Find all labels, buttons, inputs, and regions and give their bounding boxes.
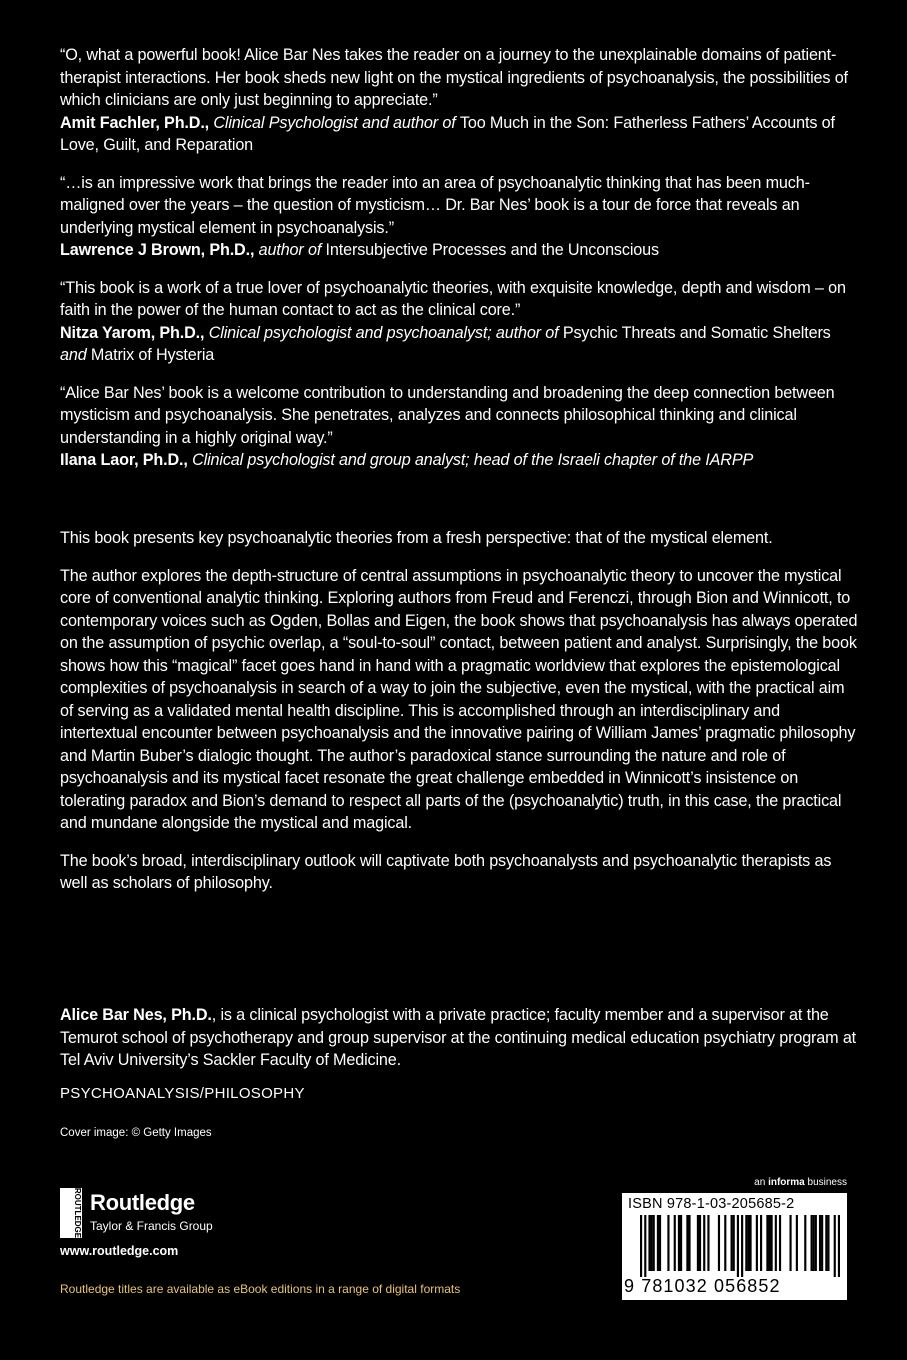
barcode-bar: [718, 1215, 720, 1271]
reviewer-name: Amit Fachler, Ph.D.,: [60, 113, 210, 132]
informa-brand: informa: [768, 1177, 805, 1188]
barcode-bar: [651, 1215, 653, 1271]
barcode-bar: [688, 1215, 690, 1271]
review-1: [60, 44, 860, 157]
barcode-bar: [653, 1215, 655, 1271]
barcode-bar: [731, 1215, 733, 1271]
barcode-bar: [819, 1215, 821, 1271]
barcode-bar: [745, 1215, 747, 1271]
barcode-bar: [775, 1215, 777, 1271]
barcode-bar: [756, 1215, 758, 1271]
review-quote: “Alice Bar Nes’ book is a welcome contribution to understanding and broadening the deep connection between mysticism and psychoanalysis. She penetrates, analyzes and connects philosophical thinking and clinical understanding in a highly original way.”: [60, 383, 835, 447]
review-quote: “…is an impressive work that brings the reader into an area of psychoanalytic thinking that has been much-maligned over the years – the question of mysticism… Dr. Bar Nes’ book is a tour de force that reveals an underlying mystical element in psychoanalysis.”: [60, 173, 810, 237]
barcode-bar: [640, 1215, 642, 1277]
review-attribution: [60, 112, 860, 157]
barcode-bar: [815, 1215, 817, 1271]
barcode-bar: [827, 1215, 829, 1271]
reviewer-name: Ilana Laor, Ph.D.,: [60, 451, 188, 469]
barcode-bar: [768, 1215, 770, 1271]
barcode-bar: [733, 1215, 735, 1271]
barcode-bar: [821, 1215, 823, 1271]
routledge-mark-text: ROUTLEDGE: [73, 1188, 82, 1238]
reviewer-role: Clinical psychologist and group analyst; head of the Israeli chapter of the IARPP: [187, 451, 754, 469]
reviewer-work-2: Matrix of Hysteria: [90, 346, 215, 364]
barcode-bars-icon: [640, 1215, 840, 1277]
reviewer-and: and: [60, 346, 91, 364]
barcode-bar: [834, 1215, 836, 1277]
reviewer-role: author of: [254, 241, 326, 259]
reviewer-role: Clinical Psychologist and author of: [209, 113, 460, 132]
barcode-bar: [678, 1215, 680, 1271]
author-bio-body: , is a clinical psychologist with a private practice; faculty member and a supervisor at the Temurot school of psychotherapy and group supervisor at the continuing medical education psychiatry program at Tel Aviv University’s Sackler Faculty of Medicine.: [60, 1006, 857, 1069]
barcode-bar: [686, 1215, 688, 1271]
informa-tagline: [754, 1177, 847, 1188]
informa-prefix: an: [754, 1177, 769, 1188]
reviews-section: [60, 44, 860, 487]
barcode-digits: 9 781032 056852: [624, 1276, 781, 1296]
review-2: [60, 172, 860, 262]
barcode-bar: [766, 1215, 768, 1271]
subject-category: PSYCHOANALYSIS/PHILOSOPHY: [60, 1085, 305, 1102]
publisher-group: Taylor & Francis Group: [90, 1219, 213, 1233]
description-paragraph: This book presents key psychoanalytic theories from a fresh perspective: that of the mystical element.: [60, 529, 773, 547]
barcode-bar: [644, 1215, 646, 1277]
author-bio: [60, 1004, 860, 1072]
barcode-bar: [779, 1215, 781, 1271]
review-3: [60, 277, 860, 367]
barcode-bar: [838, 1215, 840, 1277]
review-4: [60, 382, 860, 472]
reviewer-role: Clinical psychologist and psychoanalyst; author of: [204, 323, 563, 342]
publisher-website[interactable]: www.routledge.com: [60, 1244, 179, 1258]
barcode-bar: [749, 1215, 751, 1271]
review-quote: “O, what a powerful book! Alice Bar Nes takes the reader on a journey to the unexplainable domains of patient-therapist interactions. Her book sheds new light on the mystical ingredients of psychoanalysis, the possibilities of which clinicians are only just beginning to appreciate.”: [60, 46, 848, 109]
reviewer-work: Psychic Threats and Somatic Shelters: [562, 323, 831, 342]
barcode-bar: [648, 1215, 650, 1271]
review-attribution: [60, 239, 860, 262]
review-attribution: [60, 449, 860, 472]
barcode-bar: [804, 1215, 806, 1271]
routledge-mark-icon: [60, 1188, 82, 1238]
description-paragraph: The book’s broad, interdisciplinary outlook will captivate both psychoanalysts and psychoanalytic therapists as well as scholars of philosophy.: [60, 851, 832, 892]
barcode-bar: [813, 1215, 815, 1271]
informa-suffix: business: [804, 1177, 847, 1188]
barcode-bar: [796, 1215, 798, 1271]
barcode-bar: [724, 1215, 726, 1271]
barcode-bar: [771, 1215, 773, 1271]
barcode-bar: [741, 1215, 743, 1277]
publisher-logo: [60, 1188, 300, 1238]
barcode-bar: [811, 1215, 813, 1271]
reviewer-name: Nitza Yarom, Ph.D.,: [60, 323, 205, 342]
description-paragraph: The author explores the depth-structure of central assumptions in psychoanalytic theory to uncover the mystical core of conventional analytic thinking. Exploring authors from Freud and Ferenczi, through Bion and Winnicott, to contemporary voices such as Ogden, Bollas and Eigen, the book shows that psychoanalysis has always operated on the assumption of psychic overlap, a “soul-to-soul” contact, between patient and analyst. Surprisingly, the book shows how this “magical” facet goes hand in hand with a pragmatic worldview that explores the epistemological complexities of psychoanalysis in search of a way to join the subjective, even the mystical, with the practical aim of serving as a validated mental health discipline. This is accomplished through an interdisciplinary and intertextual encounter between psychoanalysis and the innovative pairing of William James’ pragmatic philosophy and Martin Buber’s dialogic thought. The author’s paradoxical stance surrounding the nature and role of psychoanalysis and its mystical facet resonate the great challenge embedded in Winnicott’s insistence on tolerating paradox and Bion’s demand to respect all parts of the (psychoanalytic) truth, in this case, the practical and mundane alongside the mystical and magical.: [60, 566, 858, 832]
barcode-bar: [697, 1215, 699, 1271]
ebook-note: Routledge titles are available as eBook editions in a range of digital formats: [60, 1282, 461, 1296]
barcode-bar: [699, 1215, 701, 1271]
barcode-bar: [747, 1215, 749, 1271]
barcode-bar: [789, 1215, 791, 1271]
author-name: Alice Bar Nes, Ph.D.: [60, 1006, 212, 1024]
barcode-bar: [703, 1215, 705, 1271]
barcode-bar: [825, 1215, 827, 1271]
barcode-bar: [659, 1215, 661, 1271]
review-quote: “This book is a work of a true lover of psychoanalytic theories, with exquisite knowledge, depth and wisdom – on faith in the power of the human contact to act as the clinical core.”: [60, 278, 846, 319]
barcode-bar: [667, 1215, 669, 1271]
barcode-bar: [680, 1215, 682, 1271]
isbn-label: ISBN 978-1-03-205685-2: [628, 1196, 795, 1212]
barcode-bar: [737, 1215, 739, 1277]
barcode-bar: [657, 1215, 659, 1271]
isbn-barcode: [622, 1193, 847, 1300]
barcode-bar: [674, 1215, 676, 1271]
barcode-bar: [707, 1215, 709, 1271]
author-bio-text: [60, 1004, 860, 1072]
publisher-name: Routledge: [90, 1190, 195, 1215]
reviewer-work: Too Much in the Son: Fatherless Fathers’ Accounts of Love, Guilt, and Reparation: [60, 113, 835, 154]
reviewer-name: Lawrence J Brown, Ph.D.,: [60, 241, 255, 259]
barcode-bar: [760, 1215, 762, 1271]
review-attribution: [60, 322, 860, 367]
cover-credit: Cover image: © Getty Images: [60, 1127, 212, 1139]
description-section: [60, 527, 860, 910]
reviewer-work: Intersubjective Processes and the Unconscious: [325, 241, 659, 259]
